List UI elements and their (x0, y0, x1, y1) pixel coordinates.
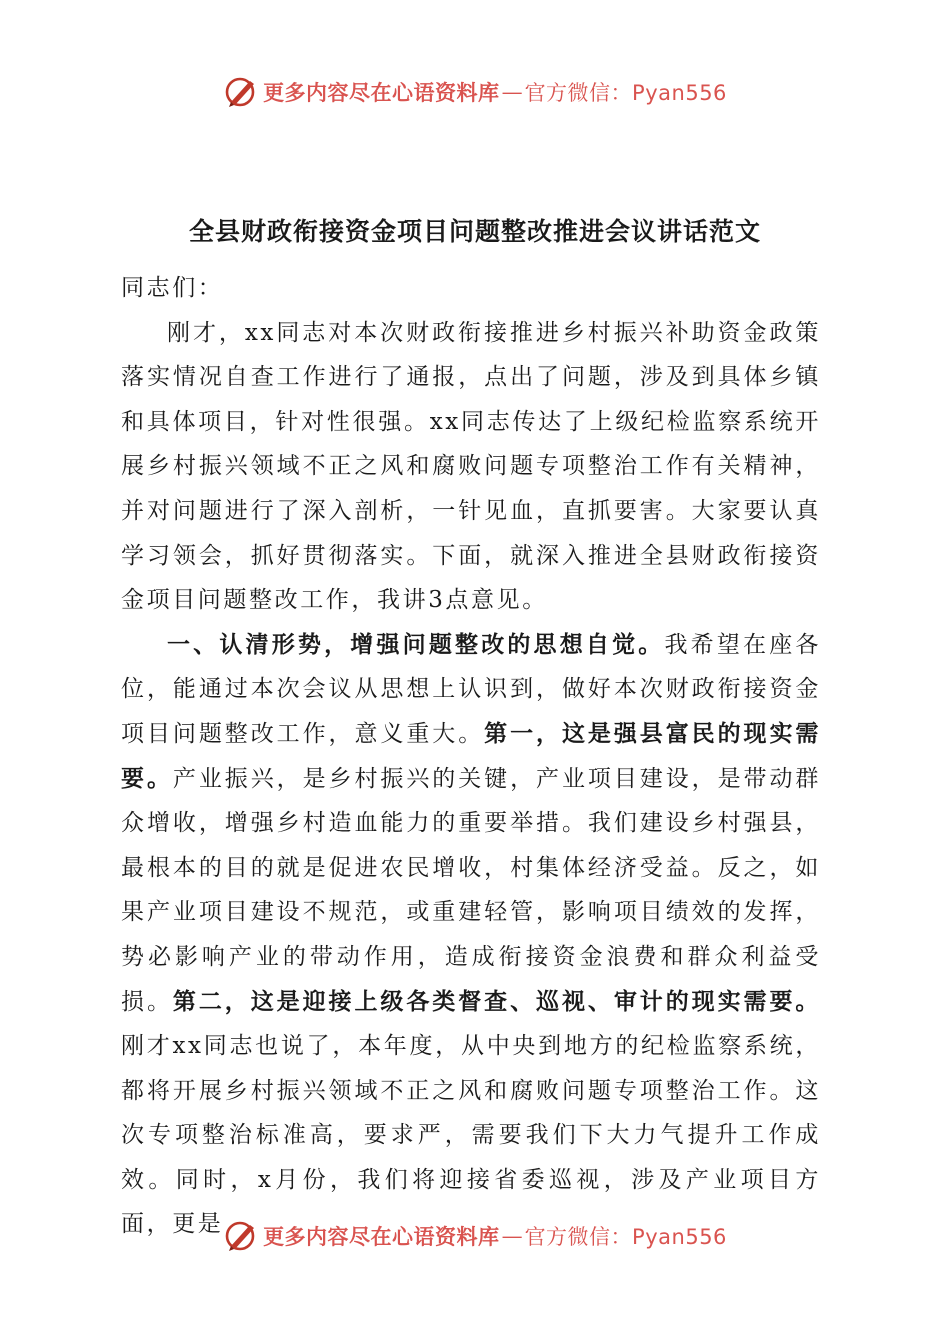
pen-logo-icon (223, 74, 259, 110)
banner-wechat: 官方微信：Pyan556 (524, 81, 727, 105)
paragraph-1: 刚才，xx同志对本次财政衔接推进乡村振兴补助资金政策落实情况自查工作进行了通报，点出了问题，涉及到具体乡镇和具体项目，针对性很强。xx同志传达了上级纪检监察系统开展乡村振兴领域不正之风和腐败问题专项整治工作有关精神，并对问题进行了深入剖析，一针见血，直抓要害。大家要认真学习领会，抓好贯彻落实。下面，就深入推进全县财政衔接资金项目问题整改工作，我讲3点意见。 (121, 319, 821, 614)
section-heading-1: 一、认清形势，增强问题整改的思想自觉。 (167, 630, 665, 658)
paragraph-2-text-2: 产业振兴，是乡村振兴的关键，产业项目建设，是带动群众增收，增强乡村造血能力的重要举措。我们建设乡村强县，最根本的目的就是促进农民增收，村集体经济受益。反之，如果产业项目建设不规范，或重建轻管，影响项目绩效的发挥，势必影响产业的带动作用，造成衔接资金浪费和群众利益受损。 (121, 765, 822, 1015)
banner-dash: — (501, 1224, 523, 1248)
paragraph-2 (121, 623, 821, 1247)
banner-wechat: 官方微信：Pyan556 (524, 1225, 727, 1249)
pen-logo-icon (223, 1218, 259, 1254)
banner-dash: — (501, 80, 523, 104)
paragraph-2-text-1: 我希望在座各位，能通过本次会议从思想上认识到，做好本次财政衔接资金项目问题整改工作，意义重大。 (121, 631, 821, 747)
greeting: 同志们： (121, 275, 224, 301)
document-title: 全县财政衔接资金项目问题整改推进会议讲话范文 (188, 217, 761, 246)
banner-text: 更多内容尽在心语资料库 (263, 1224, 500, 1249)
watermark-banner-top (0, 72, 950, 112)
point-heading-1: 第一，这是强县富民的现实需要。 (121, 719, 821, 792)
watermark-banner-bottom (0, 1216, 950, 1256)
point-heading-2: 第二，这是迎接上级各类督查、巡视、审计的现实需要。 (172, 987, 822, 1015)
document-body (121, 266, 821, 1247)
paragraph-2-text-3: 刚才xx同志也说了，本年度，从中央到地方的纪检监察系统，都将开展乡村振兴领域不正之风和腐败问题专项整治工作。这次专项整治标准高，要求严，需要我们下大力气提升工作成效。同时，x月份，我们将迎接省委巡视，涉及产业项目方面，更是 (121, 1033, 821, 1238)
banner-text: 更多内容尽在心语资料库 (263, 80, 500, 105)
